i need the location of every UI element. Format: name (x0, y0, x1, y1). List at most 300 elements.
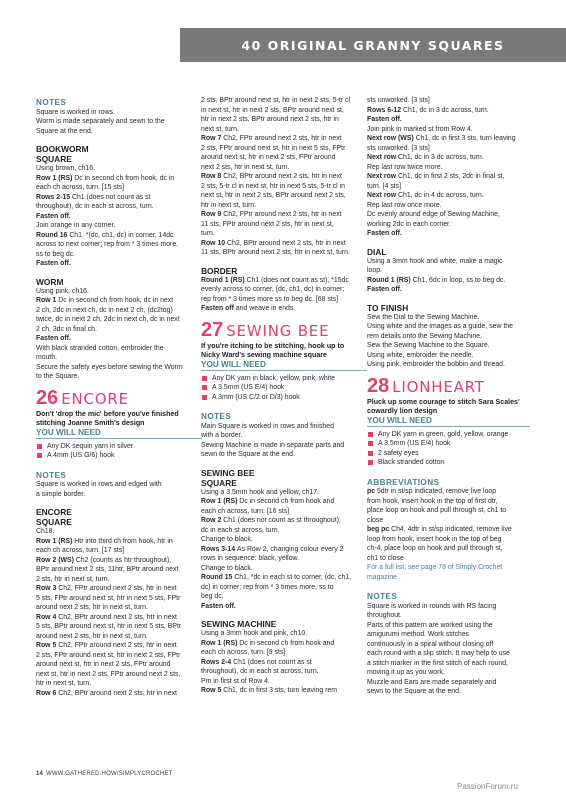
pattern-line (36, 325, 202, 335)
pattern-line-text: around next st, htr in next 2 sts, FPtr around (36, 661, 171, 669)
pattern-line (36, 193, 202, 203)
notes-line: sewn to the Square at the end. (367, 688, 461, 696)
pattern-line (201, 583, 367, 593)
pattern-line (36, 174, 202, 184)
pattern-line-text: Rep last row twice more. (367, 163, 443, 171)
abbreviation-line (367, 506, 530, 516)
pattern-line-label: Next row (367, 173, 399, 180)
abbreviation-line-text: place loop on hook and pull through st, ch1 to (367, 507, 507, 515)
bullet-square-icon (368, 441, 373, 446)
pattern-line (367, 210, 530, 220)
notes-line: sewn to the Square at the end. (201, 451, 295, 459)
pattern-intro-block (201, 342, 367, 361)
pattern-line-label: Row 2 (WS) (36, 556, 76, 564)
bullet-square-icon (202, 395, 207, 400)
pattern-line-text: htr in next st, turn. (201, 201, 257, 209)
pattern-line-label: Fasten off. (367, 116, 402, 123)
spacer (36, 499, 202, 507)
divider (36, 438, 202, 439)
pattern-line (36, 670, 202, 680)
pattern-line (201, 125, 367, 135)
pattern-line (201, 115, 367, 125)
subheading-sewing-machine: SEWING MACHINE (201, 619, 277, 630)
spacer (367, 468, 530, 476)
pattern-line (367, 182, 530, 192)
pattern-line (201, 573, 367, 583)
divider (201, 370, 367, 371)
abbreviation-line-text: ch1 to close (367, 554, 404, 562)
pattern-line (36, 296, 202, 306)
pattern-line-label: Row 3 (36, 585, 59, 593)
page-header-title: 40 ORIGINAL GRANNY SQUARES (241, 37, 505, 53)
subheading-dial: DIAL (367, 246, 387, 257)
pattern-line (367, 266, 530, 276)
pattern-line-label: Round 16 (36, 231, 70, 239)
notes-line: Square is worked in rows. (36, 108, 115, 116)
pattern-line-text: Ch2, BPtr around next 2 sts, htr in next (58, 613, 177, 621)
pattern-line-text: Dc evenly around edge of Sewing Machine, (367, 211, 500, 218)
supply-text: Any DK yarn in black, yellow, pink, white (212, 374, 335, 382)
pattern-line-label: Round 1 (RS) (201, 276, 247, 284)
pattern-line (367, 285, 530, 295)
column-2 (201, 96, 367, 696)
abbreviation-line-text: 5dtr in st/sp indicated, remove live loop (376, 488, 497, 496)
abbreviation-line-text: from hook, insert hook in the top of first dtr, (367, 497, 498, 505)
pattern-line (201, 163, 367, 173)
pattern-line-text: dc in each st across, turn. (201, 526, 280, 534)
pattern-line-text: Ch1 (does not count as st), *15dc (246, 276, 349, 284)
notes-line: a simple border. (36, 490, 86, 498)
subheading-square: SQUARE (36, 154, 72, 164)
notes-line: moving it up as you work. (367, 669, 445, 677)
pattern-line (367, 172, 530, 182)
pattern-line (201, 516, 367, 526)
pattern-line (36, 250, 202, 260)
pattern-line: Sew the Sewing Machine to the Square. (367, 342, 490, 349)
pattern-line-text: Ch1 (does not count as st (72, 193, 151, 201)
abbreviation-line (367, 535, 530, 545)
pattern-line-text: 5 sts, FPtr around next st, htr in next 5 sts, FPtr (36, 594, 181, 602)
spacer (36, 461, 202, 469)
pattern-line (201, 304, 367, 314)
pattern-28-number: 28 (367, 374, 390, 397)
supply-item (36, 442, 202, 452)
pattern-line-text: each ch across, turn. [17 sts] (36, 547, 125, 555)
pattern-line (36, 613, 202, 623)
pattern-line-text: Ch2, BPtr around next 2 sts, htr in next (223, 173, 342, 180)
pattern-line (36, 287, 202, 297)
pattern-line-text: turn. [4 sts] (367, 182, 402, 190)
pattern-line-label: Next row (367, 192, 399, 199)
pattern-26-title: ENCORE (61, 389, 129, 408)
pattern-line-text: Ch1, dc in 3 dc across, turn. (403, 106, 489, 114)
bullet-square-icon (37, 444, 42, 449)
page-footer (36, 771, 173, 777)
pattern-line (201, 497, 367, 507)
pattern-line (36, 344, 202, 354)
pattern-line (367, 276, 530, 286)
notes-line: a stitch marker in the first stitch of each round, (367, 659, 508, 667)
pattern-line (36, 240, 202, 250)
pattern-line-text: Ch1, *dc in each st to corner, (dc, ch1, (234, 574, 352, 582)
pattern-line-text: rep from * 3 times more ss to beg dc. [68 sts] (201, 295, 339, 303)
pattern-line-label: Fasten off. (367, 230, 402, 237)
notes-line: Sewing Machine is made in separate parts and (201, 441, 345, 449)
pattern-intro: Nicky Ward's sewing machine square (201, 350, 328, 359)
pattern-line-text: throughout), dc in each st across, turn. (201, 668, 319, 676)
pattern-line-text: across to next corner; rep from * 3 times more, (36, 241, 179, 248)
pattern-line (201, 526, 367, 536)
pattern-line (201, 639, 367, 649)
spacer (201, 611, 367, 619)
notes-line: throughout. (367, 612, 402, 620)
supply-text: A 4mm (US G/6) hook (47, 452, 115, 460)
pattern-line (36, 306, 202, 316)
pattern-line (367, 191, 530, 201)
pattern-line-text: Ch2, BPtr around next 2 sts, htr in next (227, 239, 346, 247)
bullet-square-icon (368, 432, 373, 437)
pattern-line: Using pink, embroider the bobbin and thread. (367, 361, 505, 368)
pattern-line-text: Dc in second ch from hook and (239, 498, 335, 506)
pattern-line-text: Dc in second ch from hook, dc in (74, 174, 175, 182)
supply-text: A 3.5mm (US E/4) hook (212, 384, 285, 392)
pattern-line-label: Row 1 (RS) (201, 498, 240, 506)
pattern-line-text: Ch2 (counts as htr throughout), (75, 556, 172, 564)
pattern-line-label: Row 1 (36, 297, 59, 304)
pattern-intro: Pluck up some courage to stitch Sara Scales' (367, 397, 520, 406)
pattern-line (201, 134, 367, 144)
pattern-line-text: Rep last row once more. (367, 201, 442, 209)
abbreviation-line (367, 554, 530, 564)
pattern-intro: Don't 'drop the mic' before you've finished (36, 409, 179, 418)
pattern-line-text: sts unworked. [3 sts] (367, 144, 430, 152)
pattern-line-label: Row 2 (201, 517, 224, 525)
notes-line: Muzzle and Ears are made separately and (367, 678, 497, 686)
pattern-line (201, 182, 367, 192)
pattern-line-text: each ch across, turn. [9 sts] (201, 649, 286, 657)
bullet-square-icon (37, 453, 42, 458)
pattern-line (36, 556, 202, 566)
pattern-line-text: around next st, htr in next 2 sts, FPtr around (201, 154, 336, 161)
pattern-line-label: Fasten off. (36, 212, 71, 220)
supply-item (201, 374, 367, 384)
note-line: For a full list, see page 78 of Simply Crochet (367, 564, 503, 572)
pattern-line-label: Row 1 (RS) (36, 174, 75, 182)
subheading-worm: WORM (36, 276, 64, 287)
bullet-square-icon (368, 451, 373, 456)
pattern-line (367, 257, 530, 267)
abbreviation-line-text: Ch4, 4dtr in st/sp indicated, remove live (391, 526, 512, 534)
pattern-line-label: Row 1 (RS) (36, 537, 75, 545)
pattern-line (36, 231, 202, 241)
pattern-line-label: Row 6 (36, 689, 59, 697)
pattern-line-text: Secure the safety eyes before sewing the Worm (36, 363, 183, 371)
pattern-line (201, 201, 367, 211)
abbreviation-line (367, 516, 530, 526)
pattern-line (36, 641, 202, 651)
pattern-line-label: Row 4 (36, 613, 59, 621)
pattern-line (201, 545, 367, 555)
pattern-line-text: 5 sts, BPtr around next st, htr in next 5 sts, BPtr (36, 623, 182, 631)
pattern-28-title: LIONHEART (392, 377, 485, 396)
notes-line: with a border. (201, 432, 243, 440)
pattern-line (367, 125, 530, 135)
pattern-line (201, 144, 367, 154)
pattern-27-number: 27 (201, 318, 224, 341)
you-will-need-heading: YOU WILL NEED (201, 360, 266, 370)
spacer (201, 402, 367, 410)
pattern-line-label: Rows 2-15 (36, 193, 72, 201)
pattern-line-text: 11 sts, FPtr around next 2 sts, htr in next st, (201, 220, 334, 228)
pattern-line (201, 488, 367, 498)
pattern-line-text: Ch2, FPtr around next 2 sts, htr in next (58, 642, 177, 650)
pattern-line (201, 106, 367, 116)
supply-item (201, 393, 367, 403)
pattern-intro-block (367, 398, 530, 417)
pattern-line (36, 372, 202, 382)
supply-text: Black stranded cotton (378, 459, 445, 467)
divider (367, 426, 530, 427)
notes-heading: NOTES (201, 412, 232, 422)
spacer (201, 258, 367, 266)
notes-line: Square is worked in rounds with RS facing (367, 602, 497, 610)
subheading-to-finish: TO FINISH (367, 302, 409, 313)
pattern-line (36, 363, 202, 373)
pattern-line-text: Ch1, *(dc, ch1, dc) in corner, 14dc (69, 231, 174, 239)
pattern-line (367, 106, 530, 116)
spacer (367, 239, 530, 247)
full-list-note (367, 563, 530, 582)
pattern-line (367, 201, 530, 211)
supply-text: A 3mm (US C/2 or D/3) hook (212, 393, 300, 401)
pattern-line-text: 2 sts, BPtr around next st, htr in next 2 sts, 5-tr cl (201, 97, 350, 104)
pattern-line (367, 153, 530, 163)
subheading-square: SQUARE (201, 477, 237, 488)
pattern-line-text: 2 ch, 3dc in final ch. (36, 325, 97, 333)
pattern-line-text: next 2 sts, htr in next st, turn. (201, 163, 290, 171)
subheading-border: BORDER (201, 265, 238, 276)
pattern-line-label: Row 1 (RS) (201, 639, 240, 647)
supply-text: A 3.5mm (US E/4) hook (378, 440, 451, 448)
pattern-line-text: Ch2, FPtr around next 2 sts, htr in next (58, 585, 177, 593)
pattern-line-text: As Row 2, changing colour every 2 (237, 545, 344, 553)
pattern-line-text: sts unworked. [3 sts] (367, 97, 430, 104)
spacer (36, 136, 202, 144)
pattern-line (367, 220, 530, 230)
footer-url: WWW.GATHERED.HOW/SIMPLYCROCHET (46, 771, 173, 777)
pattern-line (367, 96, 530, 106)
pattern-line-text: Pm in first st of Row 4. (201, 677, 270, 685)
supply-item (367, 439, 530, 449)
pattern-line-label: Fasten off. (201, 602, 236, 610)
pattern-line-label: Row 5 (201, 687, 224, 695)
pattern-line (36, 689, 202, 699)
bullet-square-icon (368, 460, 373, 465)
you-will-need-heading: YOU WILL NEED (367, 416, 432, 426)
pattern-line-label: Fasten off. (36, 260, 71, 267)
section-heading-encore: ENCORE (36, 507, 72, 518)
pattern-line-text: Using a 3mm hook and pink, ch10. (201, 630, 308, 638)
spacer (367, 295, 530, 303)
pattern-line (201, 248, 367, 258)
pattern-line-text: each ch across, turn. [15 sts] (36, 184, 125, 191)
pattern-line-label: Fasten off (201, 305, 236, 312)
pattern-26-heading (36, 388, 202, 408)
pattern-line-text: 2 sts, FPtr around next st, htr in next 5 sts, FPtr (201, 144, 346, 152)
supply-item (367, 430, 530, 440)
pattern-line-label: Row 7 (201, 135, 224, 142)
pattern-line (36, 660, 202, 670)
bullet-square-icon (202, 376, 207, 381)
supply-text: Any DK yarn in green, gold, yellow, orange (378, 430, 509, 438)
pattern-line (201, 592, 367, 602)
pattern-line-text: throughout), dc in each st across, turn. (36, 203, 154, 210)
supply-item (367, 449, 530, 459)
pattern-line-text: Ch2, FPtr around next 2 sts, htr in next (223, 135, 342, 142)
pattern-intro: cowardly lion design (367, 406, 438, 415)
pattern-line: Sew the Dial to the Sewing Machine. (367, 313, 480, 321)
pattern-line-text: dc) in corner; rep from * 3 times more, ss to (201, 583, 334, 591)
pattern-line-text: 2 ch, 2dc in next ch, dc in next 2 ch, (dc2tog) (36, 306, 173, 314)
subheading-square: SQUARE (36, 517, 72, 528)
pattern-line-text: Ch2, FPtr around next 2 sts, htr in next (223, 211, 342, 218)
pattern-line (201, 96, 367, 106)
pattern-line-label: Round 15 (201, 574, 235, 582)
pattern-line (201, 295, 367, 305)
pattern-line (201, 554, 367, 564)
pattern-line-text: Ch1, dc in 4 dc across, turn. (398, 192, 484, 199)
pattern-line-text: Ch1, dc in 3 dc across, turn. (398, 154, 484, 161)
abbreviation-line-text: close (367, 516, 384, 524)
notes-heading: NOTES (36, 470, 67, 480)
pattern-line (36, 537, 202, 547)
notes-line: amigurumi method. Work stitches (367, 631, 470, 639)
pattern-intro: If you're itching to be stitching, hook up to (201, 341, 345, 350)
page-header-banner (180, 28, 566, 62)
pattern-line-text: Ch18. (36, 528, 55, 536)
pattern-line (36, 527, 202, 537)
pattern-line (201, 507, 367, 517)
supply-item (36, 451, 202, 461)
pattern-line (201, 153, 367, 163)
abbreviation-line (367, 544, 530, 554)
pattern-line-text: loop. (367, 267, 382, 274)
pattern-line (367, 115, 530, 125)
abbreviation-line (367, 525, 530, 535)
pattern-line-text: Ch1, dc in first 2 sts, 2dc in final st, (398, 173, 505, 180)
bullet-square-icon (202, 385, 207, 390)
pattern-line (36, 584, 202, 594)
pattern-line-label: Rows 2-4 (201, 658, 234, 666)
pattern-line-text: Join orange in any corner. (36, 222, 116, 229)
pattern-line-label: Next row (WS) (367, 135, 416, 142)
pattern-line (36, 183, 202, 193)
pattern-26-number: 26 (36, 386, 59, 409)
pattern-line-text: to the Square. (36, 373, 80, 380)
pattern-line (201, 210, 367, 220)
pattern-line-text: and weave in ends. (235, 305, 296, 312)
pattern-line (367, 144, 530, 154)
pattern-line-text: evenly across to corner, (dc, ch1, dc) in corner; (201, 286, 345, 293)
pattern-line-text: around next 2 sts, htr in next st, turn. (36, 604, 148, 612)
column-1 (36, 96, 202, 698)
pattern-line: Using white and the images as a guide, sew the (367, 323, 513, 330)
pattern-line-text: 2 sts, htr in next st, turn. (36, 575, 110, 583)
pattern-line (36, 603, 202, 613)
pattern-line-text: beg dc. (201, 593, 224, 601)
pattern-line-text: With black stranded cotton, embroider the (36, 344, 164, 352)
pattern-line-text: Join pink in marked st from Row 4. (367, 125, 473, 133)
pattern-line-label: Row 10 (201, 239, 228, 247)
pattern-line (201, 191, 367, 201)
notes-line: continuously in a spiral without closing off (367, 640, 494, 648)
pattern-line-label: Next row (367, 154, 399, 161)
pattern-line (367, 163, 530, 173)
pattern-line (201, 564, 367, 574)
spacer (367, 582, 530, 590)
pattern-line-text: ss to beg dc. (36, 250, 76, 258)
abbreviations-heading: ABBREVIATIONS (367, 477, 440, 487)
pattern-line-text: working 2dc in each corner. (367, 220, 451, 228)
pattern-line-text: 11 sts, BPtr around next 2 sts, htr in next st, turn. (201, 249, 350, 256)
pattern-line (201, 686, 367, 696)
abbreviation-line (367, 487, 530, 497)
notes-line: Parts of this pattern are worked using the (367, 621, 493, 629)
abbreviation-line-text: ch-4, place loop on hook and pull through st, (367, 545, 503, 553)
pattern-line-text: Ch1, dc in first 3 sts, turn leaving (415, 135, 516, 142)
pattern-line-text: Using a 3mm hook and white, make a magic (367, 257, 503, 265)
spacer (36, 269, 202, 277)
pattern-line-text: Ch1 (does not count as st (233, 658, 312, 666)
pattern-line (201, 276, 367, 286)
pattern-line (36, 353, 202, 363)
pattern-line-text: Change to black. (201, 536, 253, 544)
notes-line: Main Square is worked in rows and finished (201, 422, 334, 430)
pattern-line (36, 679, 202, 689)
notes-line: Square at the end. (36, 127, 93, 135)
pattern-line (36, 334, 202, 344)
pattern-line (201, 629, 367, 639)
pattern-line (36, 651, 202, 661)
pattern-line-text: Using a 3.5mm hook and yellow, ch17. (201, 488, 319, 496)
pattern-line-label: Row 8 (201, 173, 224, 180)
watermark: PassionForum.ru (457, 782, 518, 791)
pattern-line (201, 677, 367, 687)
page-number: 14 (36, 771, 44, 777)
you-will-need-heading: YOU WILL NEED (36, 428, 101, 438)
column-3 (367, 96, 530, 697)
pattern-line-text: next st, htr in next 2 sts, BPtr around next 2 sts, (201, 192, 346, 199)
pattern-line-label: Rows 6-12 (367, 106, 403, 114)
pattern-line (201, 648, 367, 658)
abbreviation-line-text: loop from hook, insert hook in the top of beg (367, 535, 502, 543)
notes-line: Worm is made separately and sewn to the (36, 118, 165, 125)
supply-item (367, 458, 530, 468)
pattern-line-text: Using pink, ch16. (36, 287, 89, 295)
pattern-line (36, 164, 202, 174)
section-heading-sewing-bee: SEWING BEE (201, 467, 255, 478)
pattern-line: Using white, embroider the needle. (367, 351, 474, 359)
pattern-line-label: Rows 3-14 (201, 545, 237, 553)
pattern-line (201, 239, 367, 249)
pattern-intro: stitching Joanne Smith's design (36, 418, 145, 427)
pattern-line-text: Dc in second ch from hook, dc in next (58, 297, 174, 304)
pattern-27-title: SEWING BEE (226, 321, 330, 340)
pattern-line (36, 565, 202, 575)
pattern-line-text: Htr into third ch from hook, htr in (74, 537, 173, 545)
pattern-28-heading (367, 376, 530, 396)
section-heading-bookworm: BOOKWORM (36, 144, 89, 154)
